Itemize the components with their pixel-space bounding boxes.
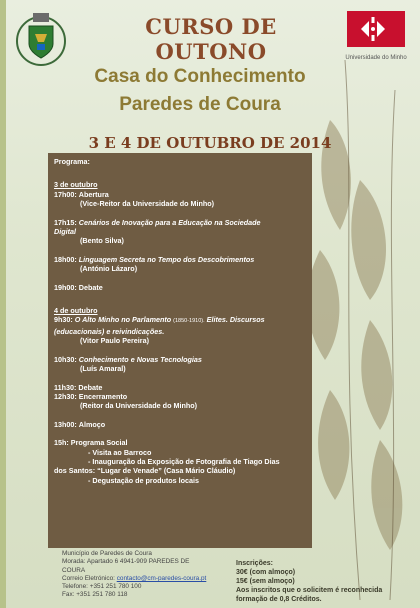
leaf: [361, 320, 392, 430]
event-date: 3 E 4 DE OUTUBRO DE 2014: [88, 134, 332, 152]
speaker: (Reitor da Universidade do Minho): [80, 401, 198, 411]
event-title-cont: Elites. Discursos: [206, 315, 265, 325]
day1-heading: 3 de outubro: [54, 180, 98, 190]
phone: Telefone: +351 251 780 100: [62, 583, 142, 591]
program-box: [48, 153, 312, 548]
university-name: Universidade do Minho: [345, 55, 407, 61]
subtitle-line1: Casa do Conhecimento: [94, 66, 306, 87]
subtitle-line2: Paredes de Coura: [119, 94, 281, 115]
event-title: Debate: [78, 382, 103, 392]
day2-heading: 4 de outubro: [54, 306, 98, 316]
event-title: Abertura: [78, 189, 109, 199]
leaf: [318, 390, 349, 500]
social-item: - Visita ao Barroco: [88, 447, 152, 457]
speaker: (Vice-Reitor da Universidade do Minho): [80, 199, 215, 209]
left-stripe: [0, 0, 6, 608]
event-title: Programa Social: [70, 438, 128, 448]
time: 11h30:: [54, 382, 77, 392]
event-title-cont: (educacionais) e reivindicações.: [54, 326, 165, 336]
leaf: [371, 440, 402, 550]
speaker: (Vitor Paulo Pereira): [80, 336, 149, 346]
registration-note: Aos inscritos que o solicitem é reconhecida: [236, 587, 383, 594]
speaker: (António Lázaro): [80, 264, 138, 274]
social-item-cont: dos Santos: “Lugar de Venade” (Casa Mário Cláudio): [54, 466, 236, 476]
event-years: (1850-1910).: [173, 318, 205, 325]
municipality-name: Município de Paredes de Coura: [62, 550, 152, 557]
address-line: COURA: [62, 566, 86, 574]
time: 17h15:: [54, 217, 77, 227]
time: 12h30:: [54, 391, 77, 401]
time: 18h00:: [54, 254, 77, 264]
event-title: Debate: [78, 282, 103, 292]
social-item: - Degustação de produtos locais: [88, 475, 200, 485]
leaf: [307, 250, 339, 360]
time: 17h00:: [54, 189, 77, 199]
social-item: - Inauguração da Exposição de Fotografia de Tiago Dias: [88, 456, 280, 466]
time: 19h00:: [54, 282, 77, 292]
time: 15h:: [54, 438, 69, 448]
event-title-cont: Digital: [54, 227, 76, 237]
fax: Fax: +351 251 780 118: [62, 591, 128, 599]
time: 9h30:: [54, 315, 73, 325]
time: 13h00:: [54, 419, 77, 429]
registration-price: 15€ (sem almoço): [236, 578, 295, 585]
email-line: Correio Eletrónico: contacto@cm-paredes-coura.pt: [62, 574, 207, 582]
registration-info: [236, 559, 382, 604]
program-heading: Programa:: [54, 157, 90, 166]
contact-info: [62, 550, 206, 600]
university-logo: [347, 11, 405, 47]
speaker: (Bento Silva): [80, 236, 124, 246]
event-title: Cenários de Inovação para a Educação na Sociedade: [78, 217, 261, 227]
registration-price: 30€ (com almoço): [236, 569, 296, 576]
time: 10h30:: [54, 354, 77, 364]
event-title: O Alto Minho no Parlamento: [74, 315, 172, 325]
page-title: CURSO DE OUTONO: [145, 14, 277, 64]
registration-note: formação de 0,8 Créditos.: [236, 596, 322, 603]
municipality-crest-icon: [14, 10, 68, 68]
university-logo-icon: [347, 11, 405, 47]
leaf: [351, 180, 386, 300]
event-title: Encerramento: [78, 391, 128, 401]
branch: [390, 90, 395, 600]
address-line: Morada: Apartado 6 4941-909 PAREDES DE: [62, 558, 190, 566]
event-title: Linguagem Secreta no Tempo dos Descobrimentos: [78, 254, 255, 264]
registration-title: Inscrições:: [236, 560, 273, 567]
event-title: Almoço: [78, 419, 106, 429]
email-link[interactable]: contacto@cm-paredes-coura.pt: [116, 574, 207, 582]
speaker: (Luís Amaral): [80, 364, 126, 374]
event-title: Conhecimento e Novas Tecnologias: [78, 354, 202, 364]
